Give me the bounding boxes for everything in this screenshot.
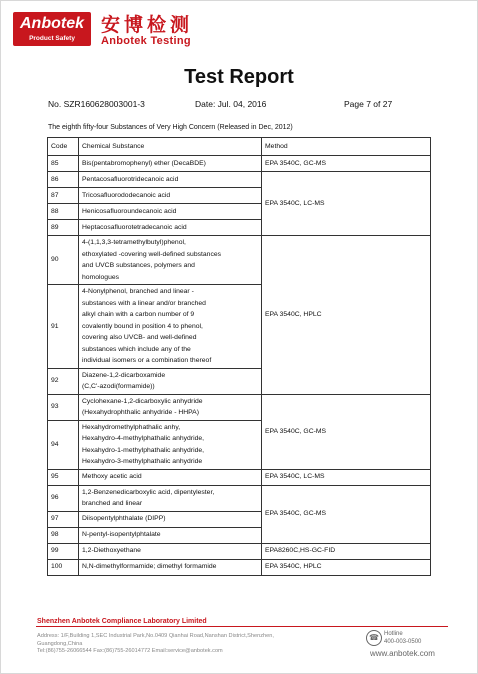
hotline-number: 400-003-0500 [384,639,422,645]
cell-substance [79,485,262,511]
substance-table [47,137,431,576]
cell-substance [79,527,262,543]
table-row [48,172,431,188]
cell-method: EPA 3540C, HPLC [262,236,431,395]
logo-subtitle: Product Safety [29,35,75,42]
address-line-1: Address: 1/F,Building 1,SEC Industrial Park,No.0409 Qianhai Road,Nanshan District,Shenzhen, [37,633,274,639]
phone-icon: ☎ [366,630,382,646]
substance-line: alkyl chain with a carbon number of 9 [82,311,195,318]
cell-method: EPA 3540C, GC-MS [262,485,431,543]
cell-code: 87 [48,188,79,204]
cell-code: 97 [48,511,79,527]
cell-substance [79,156,262,172]
cell-code: 99 [48,543,79,559]
cell-substance [79,188,262,204]
substance-line: N-pentyl-isopentylphtalate [82,531,161,539]
cell-code: 90 [48,236,79,285]
cell-code: 100 [48,559,79,575]
substance-line: Heptacosafluorotetradecanoic acid [82,223,187,231]
cell-substance [79,285,262,369]
table-row [48,469,431,485]
page-number: Page 7 of 27 [344,99,393,109]
cell-method: EPA 3540C, GC-MS [262,394,431,469]
cell-method: EPA 3540C, LC-MS [262,172,431,236]
address-line-2: Guangdong,China [37,641,83,647]
table-header-row [48,138,431,156]
cell-substance [79,172,262,188]
substance-line: substances with a linear and/or branched [82,299,206,307]
substance-line: and UVCB substances, polymers and [82,262,195,269]
footer-address [37,632,274,648]
cell-substance [79,368,262,394]
substance-line: covering also UVCB- and well-defined [82,334,197,341]
cell-method: EPA 3540C, HPLC [262,559,431,575]
substance-line: 1,2-Benzenedicarboxylic acid, dipentylester, [82,488,215,496]
website-link[interactable]: www.anbotek.com [370,649,435,658]
substance-line: Henicosafluoroundecanoic acid [82,207,177,215]
cell-substance [79,469,262,485]
table-row [48,543,431,559]
substance-line: Hexahydro-3-methylphathalic anhydride [82,458,203,465]
substance-line: Tricosafluorododecanoic acid [82,191,171,199]
cell-substance [79,543,262,559]
hotline-label: Hotline [384,631,403,637]
cell-substance [79,559,262,575]
table-row [48,485,431,511]
header-method: Method [262,138,431,156]
cell-method: EPA 3540C, GC-MS [262,156,431,172]
substance-line: 4-Nonylphenol, branched and linear - [82,288,194,295]
anbotek-logo [13,12,91,46]
substance-line: Pentacosafluorotridecanoic acid [82,175,179,183]
hotline [384,630,421,646]
substance-line: N,N-dimethylformamide; dimethyl formamide [82,563,217,571]
table-caption: The eighth fifty-four Substances of Very High Concern (Released in Dec, 2012) [48,124,293,131]
table-row [48,559,431,575]
substance-line: branched and linear [82,500,143,507]
substance-line: Hexahydro-4-methylphathalic anhydride, [82,435,205,442]
cell-substance [79,204,262,220]
cell-code: 92 [48,368,79,394]
page-title: Test Report [184,66,294,88]
table-row [48,394,431,420]
substance-line: homologues [82,273,120,281]
cell-code: 93 [48,394,79,420]
cell-substance [79,220,262,236]
cell-code: 89 [48,220,79,236]
substance-line: Bis(pentabromophenyl) ether (DecaBDE) [82,159,206,167]
cell-code: 98 [48,527,79,543]
substance-line: (Hexahydrophthalic anhydride - HHPA) [82,409,199,416]
cell-method: EPA 3540C, LC-MS [262,469,431,485]
substance-line: (C,C'-azodi(formamide)) [82,383,155,390]
footer-contact: Tel:(86)755-26066544 Fax:(86)755-26014772 Email:service@anbotek.com [37,648,223,654]
substance-line: Methoxy acetic acid [82,473,142,481]
substance-line: Hexahydro-1-methylphathalic anhydride, [82,446,205,454]
cell-code: 96 [48,485,79,511]
logo-name: Anbotek [20,15,84,32]
table-row [48,156,431,172]
company-english-name: Anbotek Testing [101,35,191,47]
table-row [48,236,431,285]
cell-substance [79,236,262,285]
cell-code: 88 [48,204,79,220]
substance-line: Cyclohexane-1,2-dicarboxylic anhydride [82,397,203,405]
footer-divider [36,626,448,627]
substance-line: ethoxylated -covering well-defined substances [82,250,222,258]
report-number: No. SZR160628003001-3 [48,99,145,109]
substance-line: 4-(1,1,3,3-tetramethylbutyl)phenol, [82,239,186,246]
substance-line: Hexahydromethylphathalic anhy, [82,423,181,431]
footer-company: Shenzhen Anbotek Compliance Laboratory Limited [37,618,207,625]
cell-code: 91 [48,285,79,369]
header-substance: Chemical Substance [79,138,262,156]
cell-method: EPA8260C,HS-GC-FID [262,543,431,559]
cell-code: 85 [48,156,79,172]
report-date: Date: Jul. 04, 2016 [195,99,267,109]
cell-code: 94 [48,420,79,469]
substance-line: substances which include any of the [82,345,191,353]
substance-line: Diisopentylphthalate (DIPP) [82,515,166,523]
cell-substance [79,420,262,469]
cell-substance [79,394,262,420]
substance-line: individual isomers or a combination thereof [82,357,212,364]
cell-code: 86 [48,172,79,188]
substance-line: 1,2-Diethoxyethane [82,547,141,555]
substance-line: covalently bound in position 4 to phenol, [82,322,203,330]
company-chinese-name: 安博检测 [101,14,194,36]
substance-line: Diazene-1,2-dicarboxamide [82,371,166,379]
cell-code: 95 [48,469,79,485]
cell-substance [79,511,262,527]
header-code: Code [48,138,79,156]
